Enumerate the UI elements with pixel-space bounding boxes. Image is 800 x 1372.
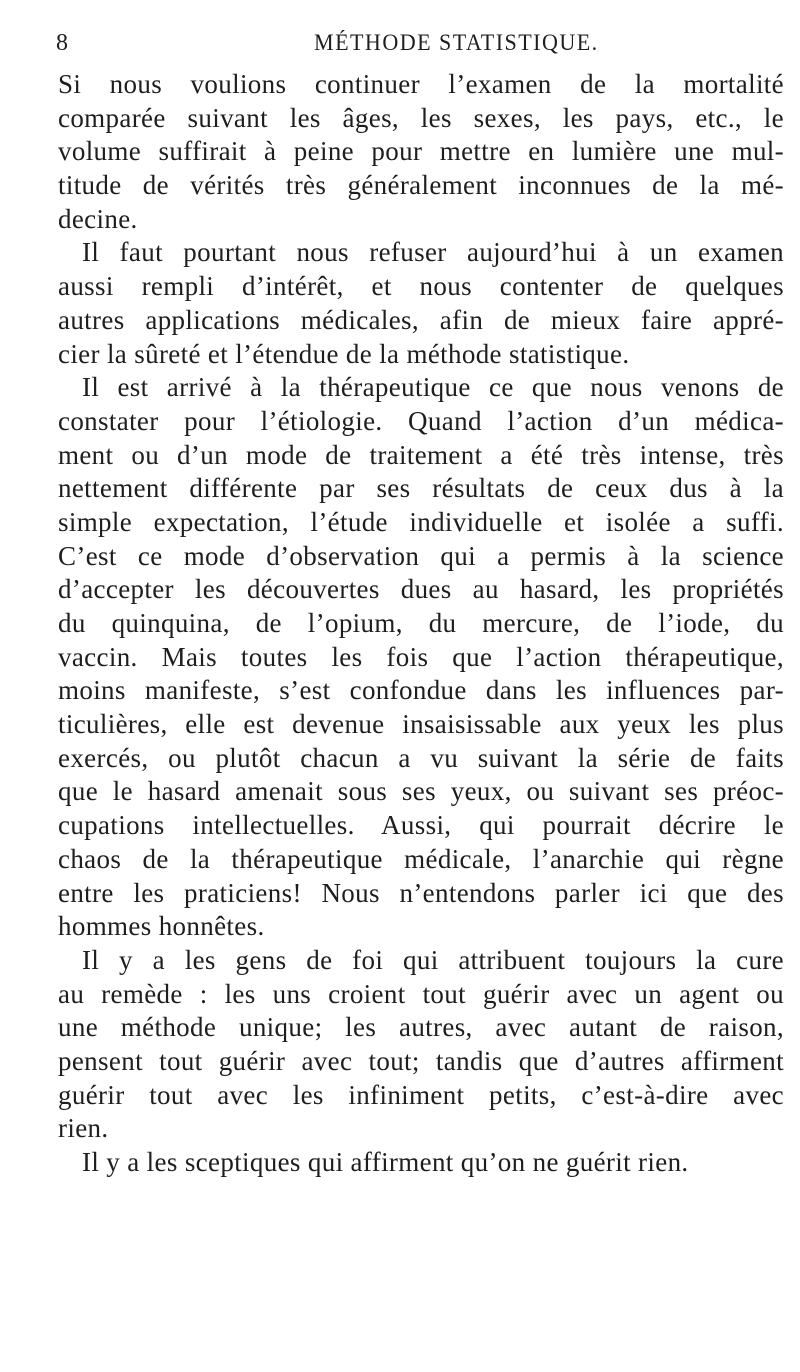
text-line: simple expectation, l’étude individuelle et isolée a suffi. <box>58 506 784 537</box>
text-line: autres applications médicales, afin de mieux faire appré- <box>58 304 784 335</box>
page-header <box>56 30 776 60</box>
text-line: une méthode unique; les autres, avec autant de raison, <box>58 1012 784 1043</box>
text-line: exercés, ou plutôt chacun a vu suivant la série de faits <box>58 742 784 773</box>
text-line: comparée suivant les âges, les sexes, les pays, etc., le <box>58 102 784 133</box>
text-line: du quinquina, de l’opium, du mercure, de l’iode, du <box>58 608 784 638</box>
text-line: vaccin. Mais toutes les fois que l’action thérapeutique, <box>58 641 784 672</box>
text-line: cier la sûreté et l’étendue de la méthode statistique. <box>58 338 630 369</box>
text-line: d’accepter les découvertes dues au hasard, les propriétés <box>58 574 784 605</box>
text-line: Si nous voulions continuer l’examen de la mortalité <box>58 69 784 99</box>
text-line: volume suffirait à peine pour mettre en lumière une mul- <box>58 136 784 167</box>
text-line: Il faut pourtant nous refuser aujourd’hui à un examen <box>82 237 784 268</box>
text-line: titude de vérités très généralement inconnues de la mé- <box>58 170 784 201</box>
page-number: 8 <box>56 30 69 56</box>
text-line: au remède : les uns croient tout guérir avec un agent ou <box>58 978 784 1009</box>
text-line: que le hasard amenait sous ses yeux, ou suivant ses préoc- <box>58 776 784 807</box>
text-line: Il y a les sceptiques qui affirment qu’on ne guérit rien. <box>82 1147 689 1177</box>
text-line: entre les praticiens! Nous n’entendons parler ici que des <box>58 877 784 908</box>
text-line: constater pour l’étiologie. Quand l’action d’un médica- <box>58 405 784 436</box>
text-line: Il y a les gens de foi qui attribuent toujours la cure <box>82 944 784 975</box>
text-line: chaos de la thérapeutique médicale, l’anarchie qui règne <box>58 843 784 874</box>
text-line: nettement différente par ses résultats de ceux dus à la <box>58 473 784 504</box>
text-line: ment ou d’un mode de traitement a été très intense, très <box>58 439 784 470</box>
text-line: cupations intellectuelles. Aussi, qui pourrait décrire le <box>58 810 784 841</box>
text-line: C’est ce mode d’observation qui a permis à la science <box>58 540 784 571</box>
text-line: rien. <box>58 1113 109 1144</box>
text-line: decine. <box>58 203 138 234</box>
text-line: ticulières, elle est devenue insaisissable aux yeux les plus <box>58 709 784 740</box>
text-line: Il est arrivé à la thérapeutique ce que nous venons de <box>82 372 784 403</box>
text-line: moins manifeste, s’est confondue dans les influences par- <box>58 675 784 706</box>
body-text <box>58 68 784 1180</box>
text-line: pensent tout guérir avec tout; tandis que d’autres affirment <box>58 1045 784 1076</box>
running-title: MÉTHODE STATISTIQUE. <box>314 30 599 55</box>
text-line: guérir tout avec les infiniment petits, c’est-à-dire avec <box>58 1079 784 1110</box>
text-line: hommes honnêtes. <box>58 911 265 942</box>
text-line: aussi rempli d’intérêt, et nous contenter de quelques <box>58 271 784 302</box>
